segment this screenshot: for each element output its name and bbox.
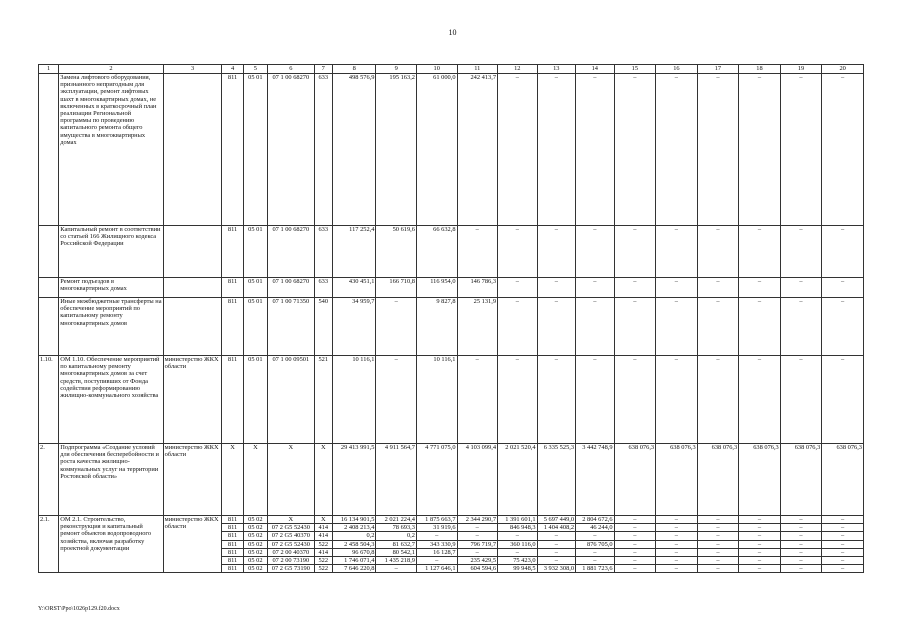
table-cell: – [780,74,822,226]
table-cell: – [498,298,538,356]
table-cell: – [822,540,864,548]
table-cell: 2 021 520,4 [498,444,538,516]
table-cell: 811 [222,278,243,298]
table-cell: 6 [268,65,315,74]
table-cell: – [780,557,822,565]
table-cell: 07 2 00 40370 [268,548,315,556]
table-cell: 99 948,5 [498,565,538,573]
table-cell: – [656,278,698,298]
table-cell: 638 076,3 [822,444,864,516]
table-cell: 4 103 099,4 [457,444,498,516]
table-cell: 96 670,8 [332,548,376,556]
table-cell: – [537,298,576,356]
table-cell: 07 2 G5 73190 [268,565,315,573]
table-cell: 2 021 224,4 [376,516,417,524]
table-cell: 5 697 449,0 [537,516,576,524]
table-cell: – [822,356,864,444]
table-cell: – [457,548,498,556]
table-cell: – [656,532,698,540]
table-cell: 1.10. [39,356,59,444]
table-cell: 116 954,0 [416,278,457,298]
table-row [39,226,864,278]
table-cell: 235 429,5 [457,557,498,565]
table-cell: 498 576,9 [332,74,376,226]
table-cell: – [780,565,822,573]
table-row [39,356,864,444]
table-cell: 07 2 G5 52430 [268,524,315,532]
table-cell: 25 131,9 [457,298,498,356]
table-cell: – [656,524,698,532]
table-cell: 0,2 [376,532,417,540]
table-cell: – [822,548,864,556]
table-cell: – [697,516,739,524]
table-cell: – [576,548,615,556]
table-cell: 05 02 [243,532,267,540]
table-cell: 11 [457,65,498,74]
table-cell: 811 [222,74,243,226]
table-cell: – [656,548,698,556]
table-cell: 81 632,7 [376,540,417,548]
table-cell: – [822,226,864,278]
table-cell [163,298,222,356]
table-cell: 05 02 [243,540,267,548]
table-cell: 811 [222,298,243,356]
table-cell: – [376,298,417,356]
table-cell: 195 163,2 [376,74,417,226]
table-cell: – [822,278,864,298]
table-cell: 1 875 663,7 [416,516,457,524]
table-cell: – [697,565,739,573]
table-cell: – [498,532,538,540]
table-cell: – [697,540,739,548]
table-cell: 633 [314,226,332,278]
table-cell: 414 [314,532,332,540]
table-cell: 846 948,3 [498,524,538,532]
table-cell: – [656,540,698,548]
table-cell: – [576,298,615,356]
table-cell: 07 2 G5 52430 [268,540,315,548]
table-cell: – [822,532,864,540]
table-cell: 07 1 00 68270 [268,74,315,226]
table-cell: – [498,74,538,226]
table-cell: – [614,516,656,524]
table-cell: 12 [498,65,538,74]
table-cell: – [656,74,698,226]
table-cell: – [822,565,864,573]
table-cell: 66 632,8 [416,226,457,278]
table-cell: 811 [222,356,243,444]
table-cell: 07 1 00 68270 [268,278,315,298]
table-cell: 0,2 [332,532,376,540]
table-cell: 117 252,4 [332,226,376,278]
table-cell: 638 076,3 [656,444,698,516]
table-cell: – [457,356,498,444]
table-cell: – [739,516,781,524]
table-cell [39,278,59,298]
table-cell: – [376,565,417,573]
table-cell: 146 786,3 [457,278,498,298]
table-cell: Х [243,444,267,516]
table-cell: 6 335 525,3 [537,444,576,516]
table-cell: – [614,565,656,573]
table-cell: 1 881 723,6 [576,565,615,573]
table-cell: министерство ЖКХ области [163,444,222,516]
table-cell: 05 02 [243,524,267,532]
table-cell: – [822,74,864,226]
table-cell: 2 344 290,7 [457,516,498,524]
table-cell: 78 693,3 [376,524,417,532]
table-cell: – [739,298,781,356]
table-cell: – [697,278,739,298]
table-cell: 4 771 075,0 [416,444,457,516]
table-cell: – [656,298,698,356]
table-cell: – [376,356,417,444]
table-cell: 1 391 601,1 [498,516,538,524]
table-cell: – [739,548,781,556]
table-row [39,298,864,356]
table-cell: 430 451,1 [332,278,376,298]
table-cell: – [739,74,781,226]
table-cell: 16 134 901,5 [332,516,376,524]
table-cell: – [739,226,781,278]
table-cell: 05 01 [243,74,267,226]
table-cell: 5 [243,65,267,74]
table-cell: – [697,226,739,278]
table-cell: – [614,298,656,356]
table-cell: 80 542,1 [376,548,417,556]
table-cell: 522 [314,540,332,548]
table-cell: 242 413,7 [457,74,498,226]
table-cell: – [656,565,698,573]
table-cell: – [697,532,739,540]
table-cell: – [537,226,576,278]
table-cell: – [537,356,576,444]
table-cell: 638 076,3 [697,444,739,516]
table-cell: 638 076,3 [780,444,822,516]
table-cell: 07 2 G5 40370 [268,532,315,540]
table-cell: – [822,516,864,524]
table-cell: 2 804 672,6 [576,516,615,524]
table-row [39,444,864,516]
table-cell: – [457,532,498,540]
table-cell: Ремонт подъездов в многоквартирных домах [59,278,163,298]
table-cell: 14 [576,65,615,74]
table-cell: 811 [222,524,243,532]
table-cell: 876 705,0 [576,540,615,548]
table-cell: 521 [314,356,332,444]
table-cell: – [614,524,656,532]
table-cell: 15 [614,65,656,74]
table-cell: – [614,74,656,226]
table-cell: 1 [39,65,59,74]
table-cell: – [576,278,615,298]
footer-file-path: Y:\ORST\Ppo\1026p129.f20.docx [38,606,120,612]
table-cell: – [822,557,864,565]
table-cell: 4 911 564,7 [376,444,417,516]
table-cell: 3 442 748,9 [576,444,615,516]
table-cell: 7 [314,65,332,74]
table-cell: 46 244,0 [576,524,615,532]
table-cell: 05 02 [243,548,267,556]
table-cell: 50 619,6 [376,226,417,278]
table-cell: Замена лифтового оборудования, признанного непригодным для эксплуатации, ремонт лифтовых шахт в многоквартирных домах, не включенных в краткосрочный план реализации Региональной программы по проведению капитального ремонта общего имущества в многоквартирных домах [59,74,163,226]
table-cell: Х [222,444,243,516]
table-cell: – [780,356,822,444]
table-cell: 16 [656,65,698,74]
table-cell: 3 932 308,0 [537,565,576,573]
table-cell: – [537,532,576,540]
table-cell: 633 [314,278,332,298]
table-cell: – [537,540,576,548]
table-cell: 360 116,0 [498,540,538,548]
table-cell: 811 [222,532,243,540]
table-cell: – [697,356,739,444]
table-cell: 05 02 [243,557,267,565]
table-cell: Х [314,516,332,524]
table-cell: 07 2 00 73190 [268,557,315,565]
table-cell: – [656,557,698,565]
table-cell: 2 [59,65,163,74]
table-cell: – [739,278,781,298]
page-number: 10 [448,28,457,37]
table-cell: Подпрограмма «Создание условий для обеспечения бесперебойности и роста качества жилищно-коммунальных услуг на территории Ростовской области» [59,444,163,516]
table-cell: – [498,226,538,278]
table-cell: 07 1 00 68270 [268,226,315,278]
table-cell: – [537,74,576,226]
table-cell: – [780,548,822,556]
table-cell: 414 [314,524,332,532]
table-cell [39,298,59,356]
table-cell: 522 [314,557,332,565]
table-cell: – [576,74,615,226]
table-cell: – [822,524,864,532]
table-header-row [39,65,864,74]
table-cell: Иные межбюджетные трансферты на обеспечение мероприятий по капитальному ремонту многоквартирных домов [59,298,163,356]
table-cell: 10 116,1 [332,356,376,444]
table-cell: – [697,74,739,226]
table-cell: Х [314,444,332,516]
table-cell: ОМ 2.1. Строительство, реконструкция и капитальный ремонт объектов водопроводного хозяйства, включая разработку проектной документации [59,516,163,573]
table-cell: министерство ЖКХ области [163,516,222,573]
table-cell: 1 746 071,4 [332,557,376,565]
table-cell: – [780,532,822,540]
table-cell: 522 [314,565,332,573]
table-cell: 414 [314,548,332,556]
table-cell: – [498,278,538,298]
table-cell: – [739,565,781,573]
table-cell: 18 [739,65,781,74]
table-cell: 31 919,6 [416,524,457,532]
table-cell: – [780,516,822,524]
table-cell [163,226,222,278]
table-row [39,74,864,226]
table-cell: ОМ 1.10. Обеспечение мероприятий по капитальному ремонту многоквартирных домов за счет средств, поступивших от Фонда содействия реформированию жилищно-коммунального хозяйства [59,356,163,444]
table-cell: 811 [222,565,243,573]
table-cell: – [498,356,538,444]
table-cell: – [416,532,457,540]
table-cell: – [780,524,822,532]
table-cell: 343 330,9 [416,540,457,548]
table-cell: 05 02 [243,565,267,573]
table-cell: 166 710,8 [376,278,417,298]
table-cell: 633 [314,74,332,226]
table-cell [39,74,59,226]
table-cell: – [457,226,498,278]
table-cell: – [457,524,498,532]
table-cell: – [576,532,615,540]
table-cell: 05 01 [243,226,267,278]
table-cell: – [780,226,822,278]
table-cell: – [780,540,822,548]
table-cell: – [697,298,739,356]
table-cell: 34 959,7 [332,298,376,356]
table-cell: 2 408 213,4 [332,524,376,532]
table-cell: 1 435 218,9 [376,557,417,565]
table-cell: 16 128,7 [416,548,457,556]
table-row [39,516,864,524]
table-cell: 13 [537,65,576,74]
table-cell: 10 116,1 [416,356,457,444]
table-cell: – [576,226,615,278]
table-cell: – [614,540,656,548]
table-cell: 2.1. [39,516,59,573]
table-cell: – [739,532,781,540]
table-cell: – [614,548,656,556]
table-cell: 9 [376,65,417,74]
table-cell: – [697,548,739,556]
table-cell: 2 458 504,3 [332,540,376,548]
table-cell: – [656,356,698,444]
table-cell: 3 [163,65,222,74]
table-cell: 20 [822,65,864,74]
table-cell: 05 01 [243,356,267,444]
table-cell: – [537,548,576,556]
table-cell: – [822,298,864,356]
table-cell: 604 594,6 [457,565,498,573]
table-cell: 540 [314,298,332,356]
table-cell: Х [268,516,315,524]
table-cell: – [537,278,576,298]
table-cell: 17 [697,65,739,74]
table-cell: – [697,524,739,532]
table-cell: 10 [416,65,457,74]
table-cell: 4 [222,65,243,74]
table-cell [39,226,59,278]
table-cell: 61 000,0 [416,74,457,226]
table-cell: 29 413 991,5 [332,444,376,516]
table-cell: Капитальный ремонт в соответствии со статьей 166 Жилищного кодекса Российской Федерации [59,226,163,278]
table-cell: – [780,298,822,356]
table-cell: 1 127 646,1 [416,565,457,573]
table-cell: – [656,226,698,278]
table-cell: – [416,557,457,565]
table-cell: 811 [222,516,243,524]
table-cell: 07 1 00 09501 [268,356,315,444]
table-cell: – [614,226,656,278]
table-cell: 05 01 [243,298,267,356]
table-cell [163,278,222,298]
table-cell: – [537,557,576,565]
table-cell: 1 404 408,2 [537,524,576,532]
budget-table [38,64,864,573]
table-cell: – [614,278,656,298]
table-cell: – [739,540,781,548]
table-cell [163,74,222,226]
table-cell: 07 1 00 71350 [268,298,315,356]
table-cell: 2. [39,444,59,516]
table-cell: – [576,557,615,565]
table-cell: – [614,557,656,565]
table-cell: 796 719,7 [457,540,498,548]
table-cell: 19 [780,65,822,74]
table-cell: – [614,532,656,540]
table-cell: – [576,356,615,444]
table-cell: – [498,548,538,556]
table-row [39,278,864,298]
table-cell: – [739,524,781,532]
table-cell: – [656,516,698,524]
table-cell: 811 [222,557,243,565]
table-cell: 811 [222,548,243,556]
table-cell: 7 646 220,8 [332,565,376,573]
table-cell: 638 076,3 [614,444,656,516]
table-cell: – [614,356,656,444]
table-cell: 811 [222,540,243,548]
table-cell: Х [268,444,315,516]
table-cell: – [697,557,739,565]
table-cell: 8 [332,65,376,74]
table-cell: – [739,356,781,444]
table-cell: – [780,278,822,298]
table-cell: министерство ЖКХ области [163,356,222,444]
table-cell: 638 076,3 [739,444,781,516]
table-cell: 9 827,8 [416,298,457,356]
table-cell: 05 01 [243,278,267,298]
table-cell: – [739,557,781,565]
table-cell: 811 [222,226,243,278]
table-cell: 75 423,0 [498,557,538,565]
table-cell: 05 02 [243,516,267,524]
